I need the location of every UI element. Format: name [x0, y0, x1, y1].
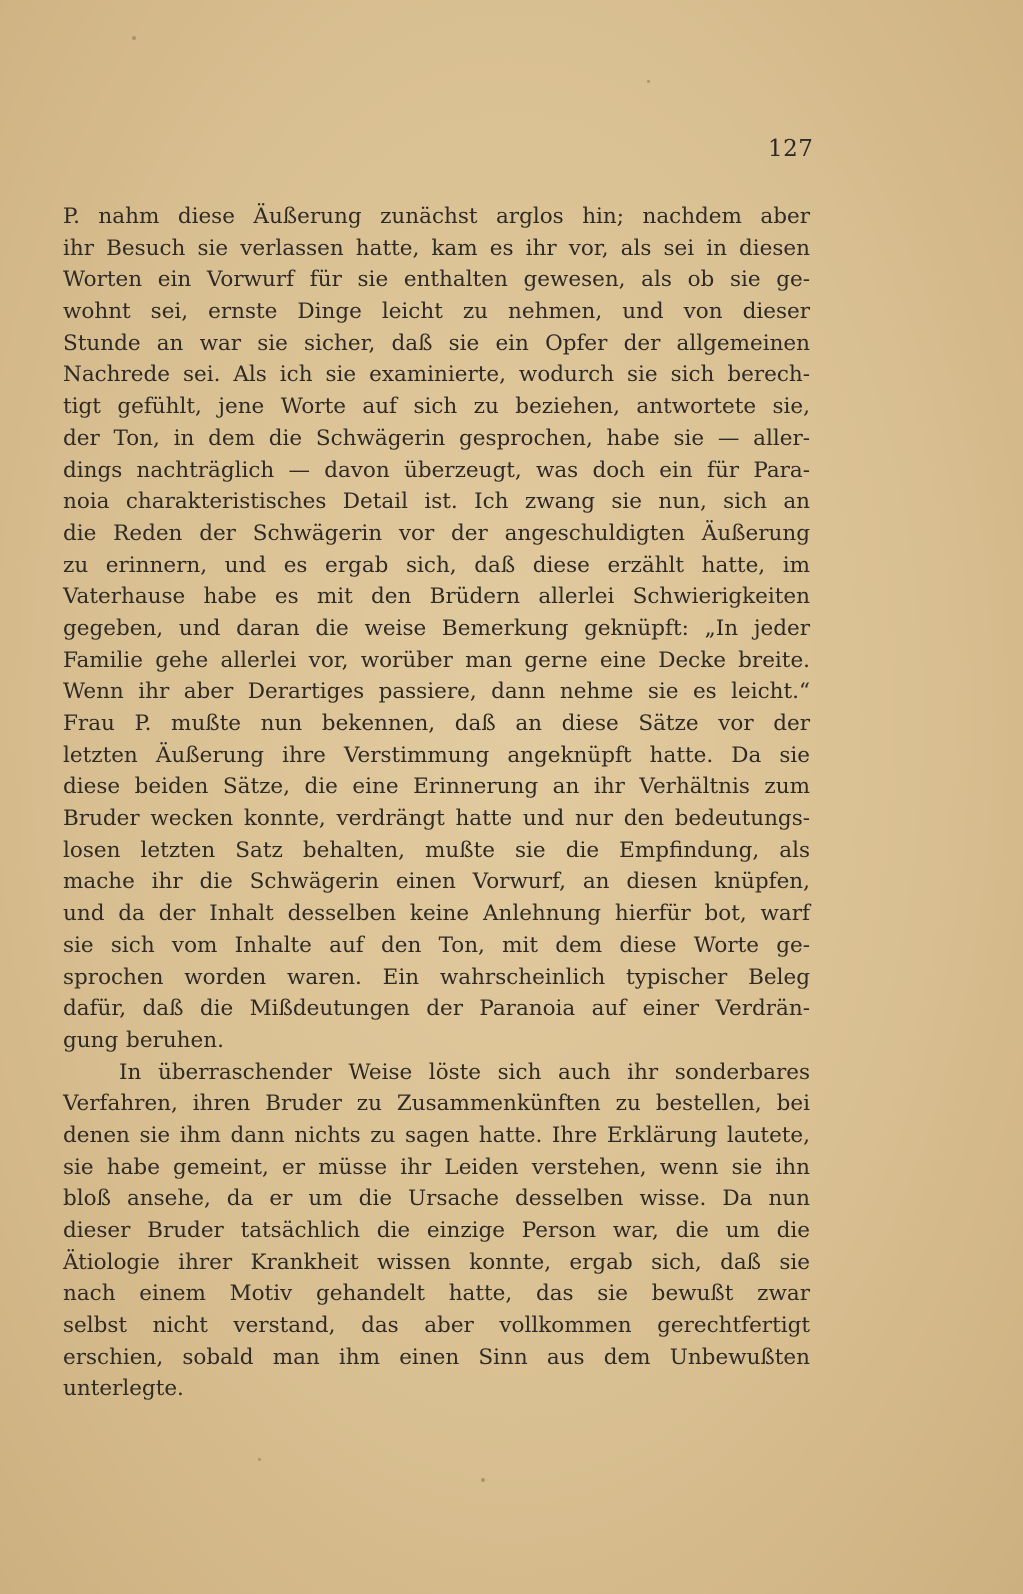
text-line: denen sie ihm dann nichts zu sagen hatte. Ihre Erklärung lautete,: [63, 1122, 810, 1148]
text-line: wohnt sei, ernste Dinge leicht zu nehmen, und von dieser: [63, 299, 810, 325]
page-number: 127: [768, 136, 814, 162]
text-line: und da der Inhalt desselben keine Anlehnung hierfür bot, warf: [63, 901, 810, 927]
text-line: selbst nicht verstand, das aber vollkommen gerechtfertigt: [63, 1313, 810, 1339]
text-line: letzten Äußerung ihre Verstimmung angeknüpft hatte. Da sie: [63, 742, 810, 768]
text-line: diese beiden Sätze, die eine Erinnerung an ihr Verhältnis zum: [63, 774, 810, 800]
text-line: Nachrede sei. Als ich sie examinierte, wodurch sie sich berech-: [63, 362, 810, 388]
paper-speck: [132, 36, 136, 40]
text-line: erschien, sobald man ihm einen Sinn aus dem Unbewußten: [63, 1344, 810, 1370]
text-line: zu erinnern, und es ergab sich, daß diese erzählt hatte, im: [63, 552, 810, 578]
text-line: gegeben, und daran die weise Bemerkung geknüpft: „In jeder: [63, 615, 810, 641]
text-line: Wenn ihr aber Derartiges passiere, dann nehme sie es leicht.“: [63, 679, 810, 705]
text-line: In überraschender Weise löste sich auch ihr sonderbares: [119, 1059, 810, 1085]
text-line: nach einem Motiv gehandelt hatte, das sie bewußt zwar: [63, 1281, 810, 1307]
text-line: losen letzten Satz behalten, mußte sie die Empfindung, als: [63, 837, 810, 863]
text-line: die Reden der Schwägerin vor der angeschuldigten Äußerung: [63, 520, 810, 546]
text-line: gung beruhen.: [63, 1027, 224, 1053]
text-line: Frau P. mußte nun bekennen, daß an diese Sätze vor der: [63, 711, 810, 736]
text-line: dings nachträglich — davon überzeugt, was doch ein für Para-: [63, 457, 810, 483]
text-line: P. nahm diese Äußerung zunächst arglos hin; nachdem aber: [63, 204, 810, 229]
text-line: sprochen worden waren. Ein wahrscheinlich typischer Beleg: [63, 964, 810, 990]
text-line: unterlegte.: [63, 1376, 184, 1402]
text-line: der Ton, in dem die Schwägerin gesprochen, habe sie — aller-: [63, 425, 810, 451]
body-text: [63, 201, 810, 1405]
text-line: bloß ansehe, da er um die Ursache desselben wisse. Da nun: [63, 1186, 810, 1212]
text-line: Ätiologie ihrer Krankheit wissen konnte, ergab sich, daß sie: [63, 1249, 810, 1275]
text-line: sie sich vom Inhalte auf den Ton, mit dem diese Worte ge-: [63, 932, 810, 958]
text-line: Familie gehe allerlei vor, worüber man gerne eine Decke breite.: [63, 647, 810, 673]
text-line: Vaterhause habe es mit den Brüdern allerlei Schwierigkeiten: [63, 584, 810, 610]
paper-speck: [258, 1458, 261, 1461]
text-line: mache ihr die Schwägerin einen Vorwurf, an diesen knüpfen,: [63, 869, 810, 895]
text-line: Stunde an war sie sicher, daß sie ein Opfer der allgemeinen: [63, 330, 810, 356]
text-line: noia charakteristisches Detail ist. Ich zwang sie nun, sich an: [63, 489, 810, 515]
text-line: dieser Bruder tatsächlich die einzige Person war, die um die: [63, 1218, 810, 1243]
text-line: ihr Besuch sie verlassen hatte, kam es ihr vor, als sei in diesen: [63, 235, 810, 261]
paper-speck: [647, 80, 650, 83]
text-line: Verfahren, ihren Bruder zu Zusammenkünften zu bestellen, bei: [63, 1091, 810, 1117]
text-line: Bruder wecken konnte, verdrängt hatte und nur den bedeutungs-: [63, 806, 810, 832]
text-line: sie habe gemeint, er müsse ihr Leiden verstehen, wenn sie ihn: [63, 1154, 810, 1180]
text-line: dafür, daß die Mißdeutungen der Paranoia auf einer Verdrän-: [63, 996, 810, 1022]
text-line: Worten ein Vorwurf für sie enthalten gewesen, als ob sie ge-: [63, 267, 810, 293]
paper-speck: [481, 1478, 485, 1482]
text-line: tigt gefühlt, jene Worte auf sich zu beziehen, antwortete sie,: [63, 394, 810, 420]
